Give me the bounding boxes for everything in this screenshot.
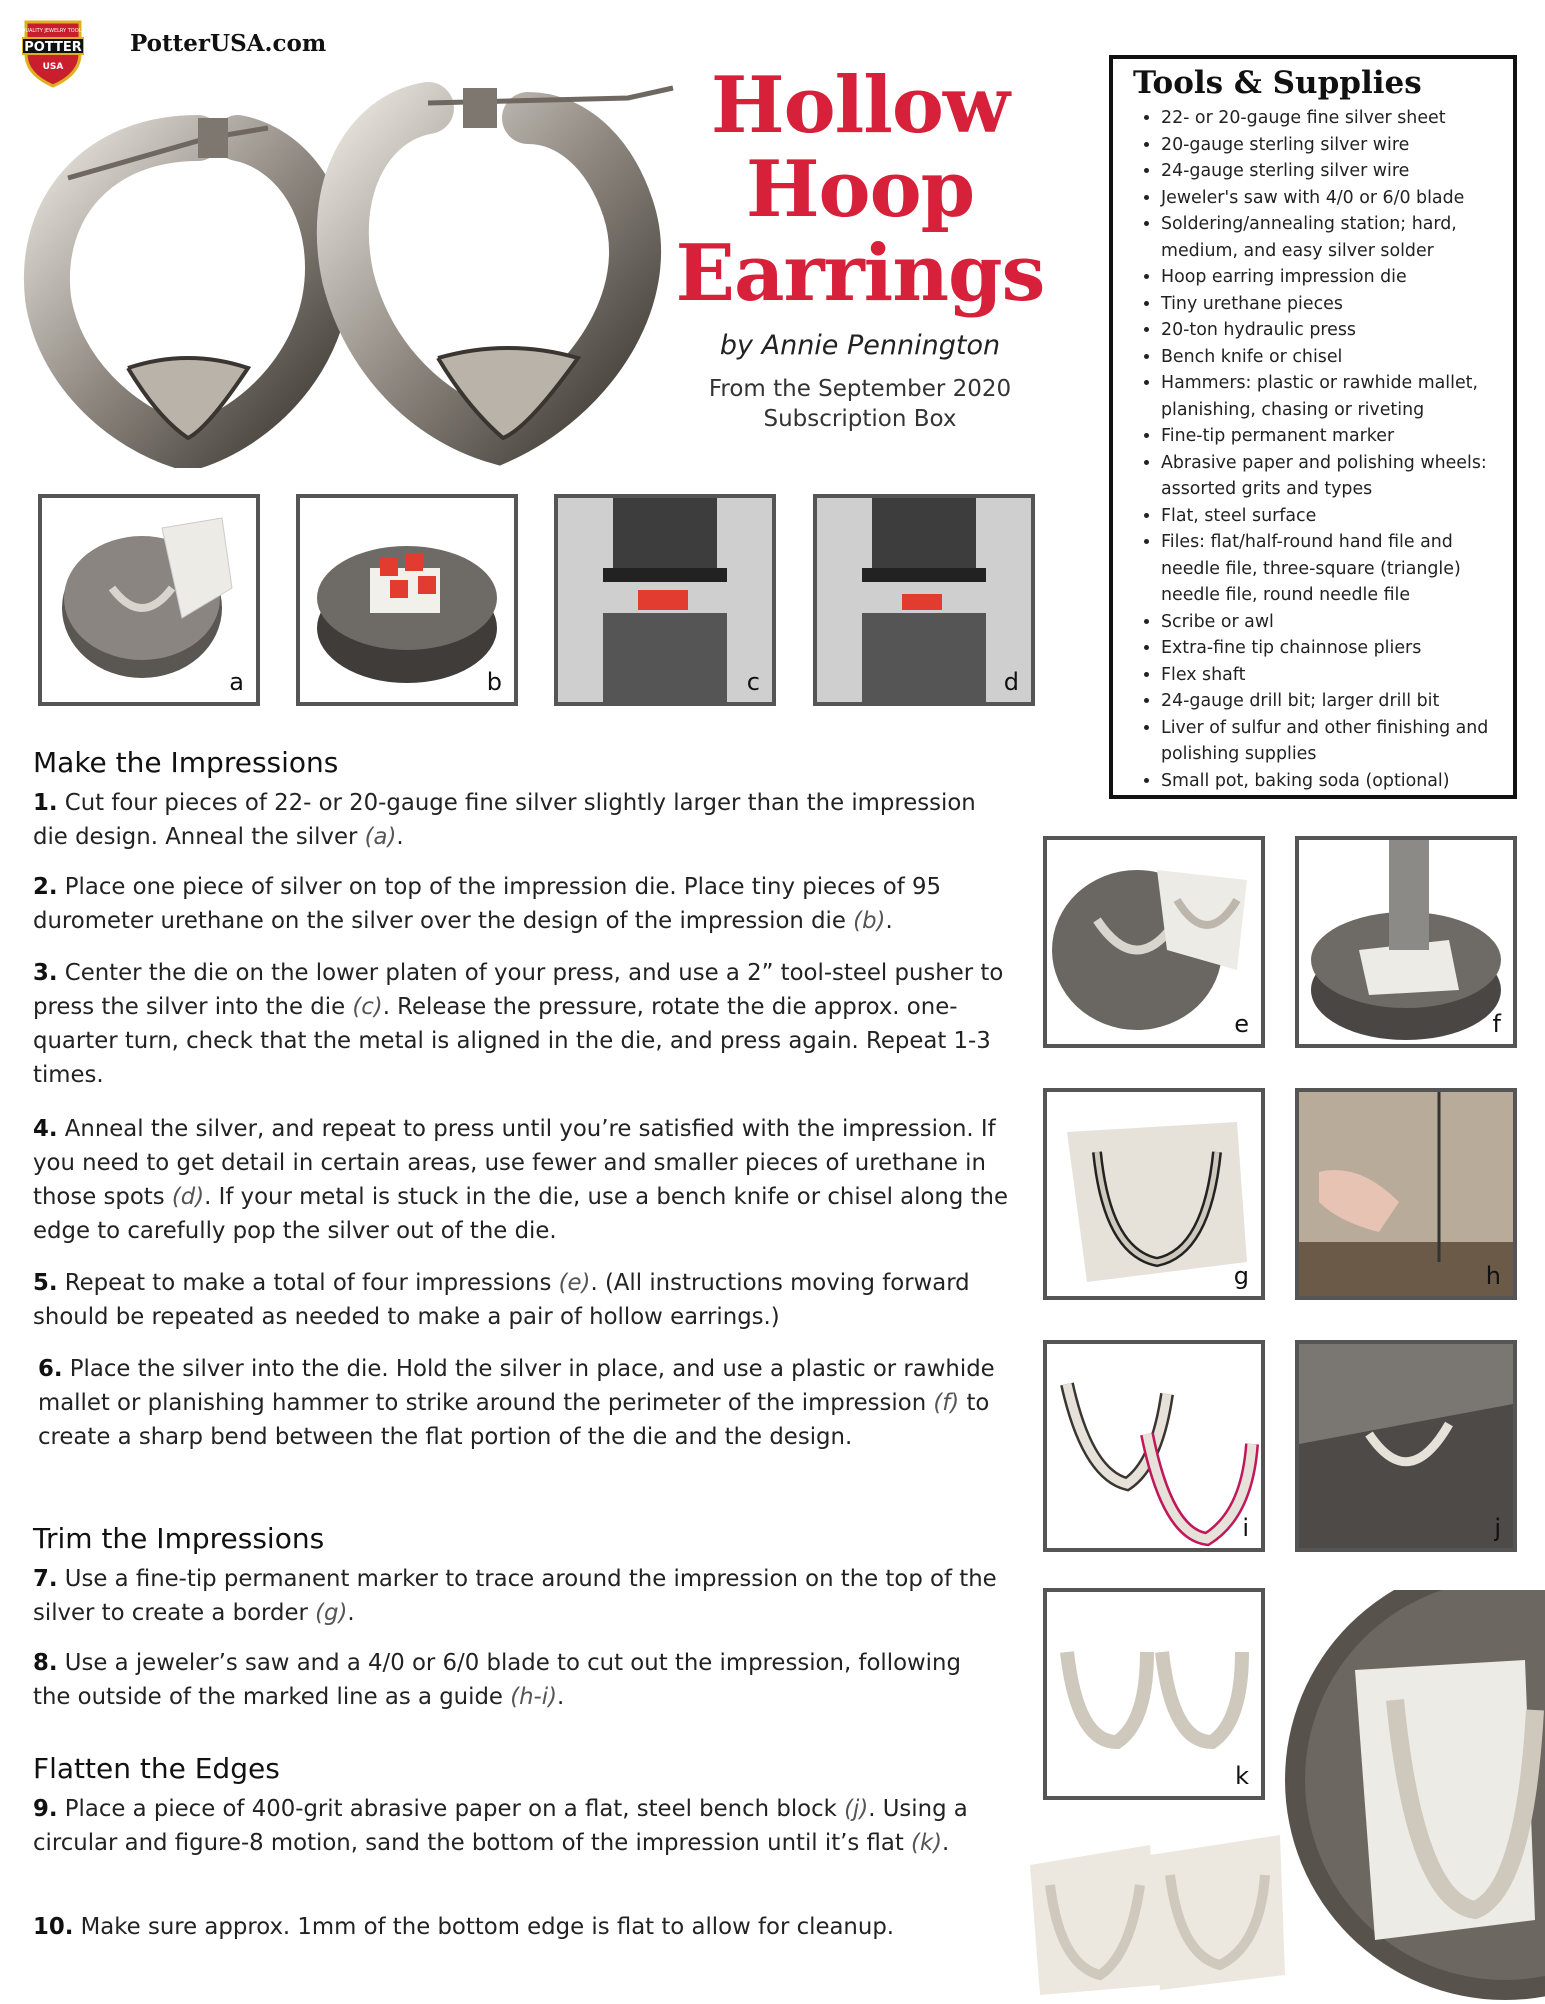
step-text: Anneal the silver, and repeat to press until you’re satisfied with the impression. If you need to get detail in certain areas, use fewer and smaller pieces of urethane in those spots — [33, 1116, 996, 1210]
photo-ref: (b) — [853, 908, 886, 934]
step-7 — [33, 1562, 1023, 1630]
tools-list-item: • Fine-tip permanent marker — [1161, 423, 1503, 450]
photo-b — [296, 494, 518, 706]
step-text: Use a fine-tip permanent marker to trace around the impression on the top of the silver to create a border — [33, 1566, 997, 1626]
photo-label-j: j — [1494, 1514, 1501, 1542]
logo-main-text: POTTER — [24, 40, 82, 55]
step-3 — [33, 956, 1023, 1092]
tools-list-item: • Hammers: plastic or rawhide mallet, planishing, chasing or riveting — [1161, 370, 1503, 423]
logo-small-text: QUALITY JEWELRY TOOLS — [22, 28, 84, 34]
step-text: Use a jeweler’s saw and a 4/0 or 6/0 blade to cut out the impression, following the outside of the marked line as a guide — [33, 1650, 961, 1710]
step-number: 10. — [33, 1914, 74, 1940]
tools-list-item: • Soldering/annealing station; hard, medium, and easy silver solder — [1161, 211, 1503, 264]
section-heading-make-impressions: Make the Impressions — [33, 746, 339, 779]
step-tail: . — [885, 908, 893, 934]
photo-k — [1043, 1588, 1265, 1800]
photo-label-h: h — [1485, 1262, 1501, 1290]
step-tail: . — [396, 824, 404, 850]
tools-list-item: • 24-gauge sterling silver wire — [1161, 158, 1503, 185]
step-text: Center the die on the lower platen of your press, and use a 2” tool-steel pusher to press the silver into the die — [33, 960, 1004, 1020]
step-tail: to create a sharp bend between the flat portion of the die and the design. — [38, 1390, 990, 1450]
step-tail: . (All instructions moving forward should be repeated as needed to make a pair of hollow earrings.) — [33, 1270, 970, 1330]
photo-i — [1043, 1340, 1265, 1552]
author-byline: by Annie Pennington — [719, 330, 1001, 361]
photo-a — [38, 494, 260, 706]
photo-f — [1295, 836, 1517, 1048]
step-number: 1. — [33, 790, 58, 816]
step-tail: . — [942, 1830, 950, 1856]
photo-j — [1295, 1340, 1517, 1552]
tools-list-item: • Bench knife or chisel — [1161, 344, 1503, 371]
tools-heading: Tools & Supplies — [1133, 65, 1422, 101]
photo-label-a: a — [229, 668, 244, 696]
photo-c — [554, 494, 776, 706]
step-number: 3. — [33, 960, 58, 986]
photo-ref: (c) — [352, 994, 383, 1020]
photo-ref: (d) — [171, 1184, 205, 1210]
photo-ref-2: (k) — [911, 1830, 943, 1856]
tools-list — [1133, 105, 1503, 794]
tools-list-item: • 22- or 20-gauge fine silver sheet — [1161, 105, 1503, 132]
photo-ref: (f) — [933, 1390, 960, 1416]
tools-list-item: • Extra-fine tip chainnose pliers — [1161, 635, 1503, 662]
section-heading-flatten-edges: Flatten the Edges — [33, 1752, 280, 1785]
tools-list-item: • Tiny urethane pieces — [1161, 291, 1503, 318]
photo-label-f: f — [1492, 1010, 1501, 1038]
step-text: Place a piece of 400-grit abrasive paper on a flat, steel bench block — [64, 1796, 845, 1822]
photo-label-b: b — [486, 668, 502, 696]
photo-label-k: k — [1235, 1762, 1249, 1790]
logo-sub-text: USA — [42, 62, 64, 72]
step-number: 2. — [33, 874, 58, 900]
hero-earrings-image — [8, 48, 688, 468]
source-note — [660, 374, 1060, 434]
step-text: Place the silver into the die. Hold the silver in place, and use a plastic or rawhide mallet or planishing hammer to strike around the perimeter of the impression — [38, 1356, 995, 1416]
step-text: Make sure approx. 1mm of the bottom edge is flat to allow for cleanup. — [80, 1914, 895, 1940]
photo-g — [1043, 1088, 1265, 1300]
silver-pieces-image — [1020, 1815, 1290, 2000]
page-title — [660, 60, 1060, 319]
section-heading-trim-impressions: Trim the Impressions — [33, 1522, 325, 1555]
tools-list-item: • 24-gauge drill bit; larger drill bit — [1161, 688, 1503, 715]
source-line-1: From the September 2020 — [708, 376, 1012, 402]
title-line-3: Earrings — [675, 228, 1045, 319]
step-tail: . Release the pressure, rotate the die approx. one-quarter turn, check that the metal is aligned in the die, and press again. Repeat 1-3 times. — [33, 994, 991, 1088]
step-8 — [33, 1646, 993, 1714]
step-number: 6. — [38, 1356, 63, 1382]
step-number: 8. — [33, 1650, 58, 1676]
photo-ref: (j) — [844, 1796, 869, 1822]
step-number: 5. — [33, 1270, 58, 1296]
step-1 — [33, 786, 993, 854]
photo-label-c: c — [746, 668, 760, 696]
step-number: 9. — [33, 1796, 58, 1822]
tools-list-item: • Small pot, baking soda (optional) — [1161, 768, 1503, 795]
photo-ref: (e) — [558, 1270, 591, 1296]
tools-list-item: • Flex shaft — [1161, 662, 1503, 689]
photo-e — [1043, 836, 1265, 1048]
step-5 — [33, 1266, 993, 1334]
step-tail: . — [347, 1600, 355, 1626]
tools-list-item: • Abrasive paper and polishing wheels: assorted grits and types — [1161, 450, 1503, 503]
photo-label-d: d — [1003, 668, 1019, 696]
site-name[interactable]: PotterUSA.com — [130, 30, 327, 57]
photo-ref: (a) — [364, 824, 397, 850]
title-line-2: Hoop — [745, 144, 975, 235]
step-6 — [38, 1352, 998, 1454]
photo-d — [813, 494, 1035, 706]
photo-label-g: g — [1233, 1262, 1249, 1290]
step-9 — [33, 1792, 993, 1860]
photo-ref: (h-i) — [510, 1684, 557, 1710]
die-closeup-image — [1285, 1590, 1545, 2000]
photo-label-e: e — [1234, 1010, 1249, 1038]
tools-list-item: • 20-gauge sterling silver wire — [1161, 132, 1503, 159]
step-text: Place one piece of silver on top of the impression die. Place tiny pieces of 95 durometer urethane on the silver over the design of the impression die — [33, 874, 941, 934]
photo-h — [1295, 1088, 1517, 1300]
step-text: Repeat to make a total of four impressions — [64, 1270, 559, 1296]
tools-list-item: • Hoop earring impression die — [1161, 264, 1503, 291]
tools-list-item: • Scribe or awl — [1161, 609, 1503, 636]
step-2 — [33, 870, 1023, 938]
step-10 — [33, 1910, 993, 1944]
step-text: Cut four pieces of 22- or 20-gauge fine silver slightly larger than the impression die design. Anneal the silver — [33, 790, 976, 850]
step-middle: . Using a circular and figure-8 motion, sand the bottom of the impression until it’s flat — [33, 1796, 968, 1856]
tools-list-item: • Files: flat/half-round hand file and needle file, three-square (triangle) needle file, round needle file — [1161, 529, 1503, 609]
tools-list-item: • Jeweler's saw with 4/0 or 6/0 blade — [1161, 185, 1503, 212]
step-4 — [33, 1112, 1023, 1248]
tools-list-item: • Flat, steel surface — [1161, 503, 1503, 530]
tools-list-item: • Liver of sulfur and other finishing and polishing supplies — [1161, 715, 1503, 768]
tools-supplies-box — [1109, 55, 1517, 799]
step-number: 4. — [33, 1116, 58, 1142]
title-line-1: Hollow — [710, 60, 1010, 151]
source-line-2: Subscription Box — [763, 406, 957, 432]
photo-ref: (g) — [315, 1600, 348, 1626]
tools-list-item: • 20-ton hydraulic press — [1161, 317, 1503, 344]
step-tail: . If your metal is stuck in the die, use a bench knife or chisel along the edge to carefully pop the silver out of the die. — [33, 1184, 1009, 1244]
step-tail: . — [557, 1684, 565, 1710]
photo-label-i: i — [1242, 1514, 1249, 1542]
step-number: 7. — [33, 1566, 58, 1592]
